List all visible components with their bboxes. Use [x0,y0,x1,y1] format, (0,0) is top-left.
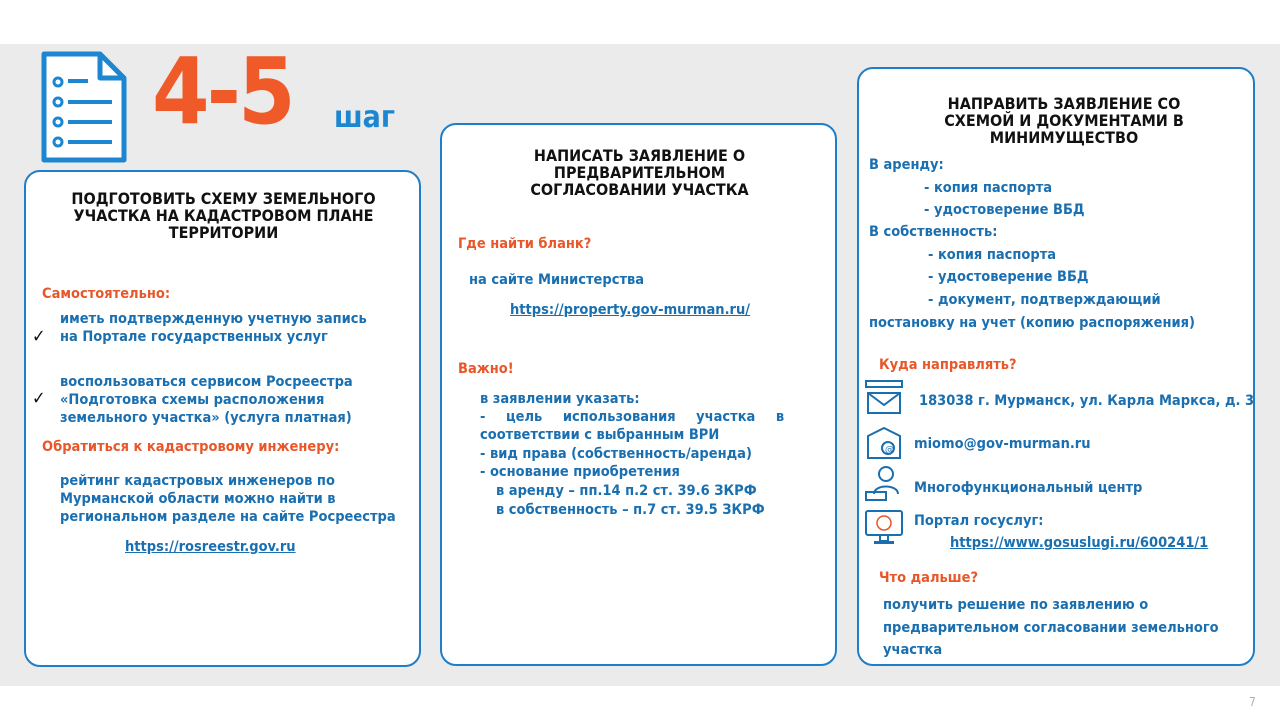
card-prepare-scheme [24,170,421,667]
next-line3: участка [883,642,943,658]
imp-line3: соответствии с выбранным ВРИ [480,427,720,443]
gosuslugi-link[interactable]: https://www.gosuslugi.ru/600241/1 [950,535,1209,551]
card2-title: НАПИСАТЬ ЗАЯВЛЕНИЕ О ПРЕДВАРИТЕЛЬНОМ СОГЛАСОВАНИИ УЧАСТКА [530,146,749,199]
operator-icon [864,464,904,502]
card1-title: ПОДГОТОВИТЬ СХЕМУ ЗЕМЕЛЬНОГО УЧАСТКА НА КАДАСТРОВОМ ПЛАНЕ ТЕРРИТОРИИ [71,189,376,242]
own-item3: - документ, подтверждающий [928,292,1161,308]
imp-line1: в заявлении указать: [480,391,640,407]
self-heading: Самостоятельно: [42,286,171,302]
imp-line2: - цель использования участка в [480,409,785,425]
rent-heading: В аренду: [869,157,944,173]
svg-text:@: @ [885,445,894,455]
item2-line1: воспользоваться сервисом Росреестра [60,374,353,390]
rent-item1: - копия паспорта [924,180,1053,196]
checkmark-icon: ✓ [32,388,46,409]
own-item2: - удостоверение ВБД [928,269,1089,285]
portal-label: Портал госуслуг: [914,513,1044,529]
engineer-line3: региональном разделе на сайте Росреестра [60,509,396,525]
item2-line2: «Подготовка схемы расположения [60,392,325,408]
property-link[interactable]: https://property.gov-murman.ru/ [510,302,751,318]
card-submit-application [857,67,1255,666]
imp-line5: - основание приобретения [480,464,680,480]
item1-line2: на Портале государственных услуг [60,329,328,345]
document-checklist-icon [40,50,128,164]
next-heading: Что дальше? [879,570,979,586]
page-number: 7 [1249,695,1256,709]
send-where-heading: Куда направлять? [879,357,1017,373]
rosreestr-link[interactable]: https://rosreestr.gov.ru [125,539,296,555]
mail-icon [864,379,904,415]
mfc: Многофункциональный центр [914,480,1143,496]
imp-line4: - вид права (собственность/аренда) [480,446,752,462]
where-text: на сайте Министерства [469,272,645,288]
imp-line7: в собственность – п.7 ст. 39.5 ЗКРФ [496,502,765,518]
address: 183038 г. Мурманск, ул. Карла Маркса, д. 3 [919,393,1255,409]
item2-line3: земельного участка» (услуга платная) [60,410,352,426]
where-heading: Где найти бланк? [458,236,592,252]
step-word: шаг [334,100,395,135]
email[interactable]: miomo@gov-murman.ru [914,436,1091,452]
checkmark-icon: ✓ [32,326,46,347]
item1-line1: иметь подтвержденную учетную запись [60,311,367,327]
own-heading: В собственность: [869,224,998,240]
engineer-line2: Мурманской области можно найти в [60,491,336,507]
imp-line6: в аренду – пп.14 п.2 ст. 39.6 ЗКРФ [496,483,757,499]
engineer-heading: Обратиться к кадастровому инженеру: [42,439,340,455]
own-item1: - копия паспорта [928,247,1057,263]
monitor-icon [864,509,904,547]
card3-title: НАПРАВИТЬ ЗАЯВЛЕНИЕ СО СХЕМОЙ И ДОКУМЕНТАМИ В МИНИМУЩЕСТВО [944,94,1184,147]
next-line2: предварительном согласовании земельного [883,620,1219,636]
engineer-line1: рейтинг кадастровых инженеров по [60,473,335,489]
important-heading: Важно! [458,361,514,377]
step-number: 4-5 [152,38,293,145]
rent-item2: - удостоверение ВБД [924,202,1085,218]
email-icon [864,426,904,462]
own-item3-cont: постановку на учет (копию распоряжения) [869,315,1196,331]
next-line1: получить решение по заявлению о [883,597,1149,613]
card-write-application [440,123,837,666]
